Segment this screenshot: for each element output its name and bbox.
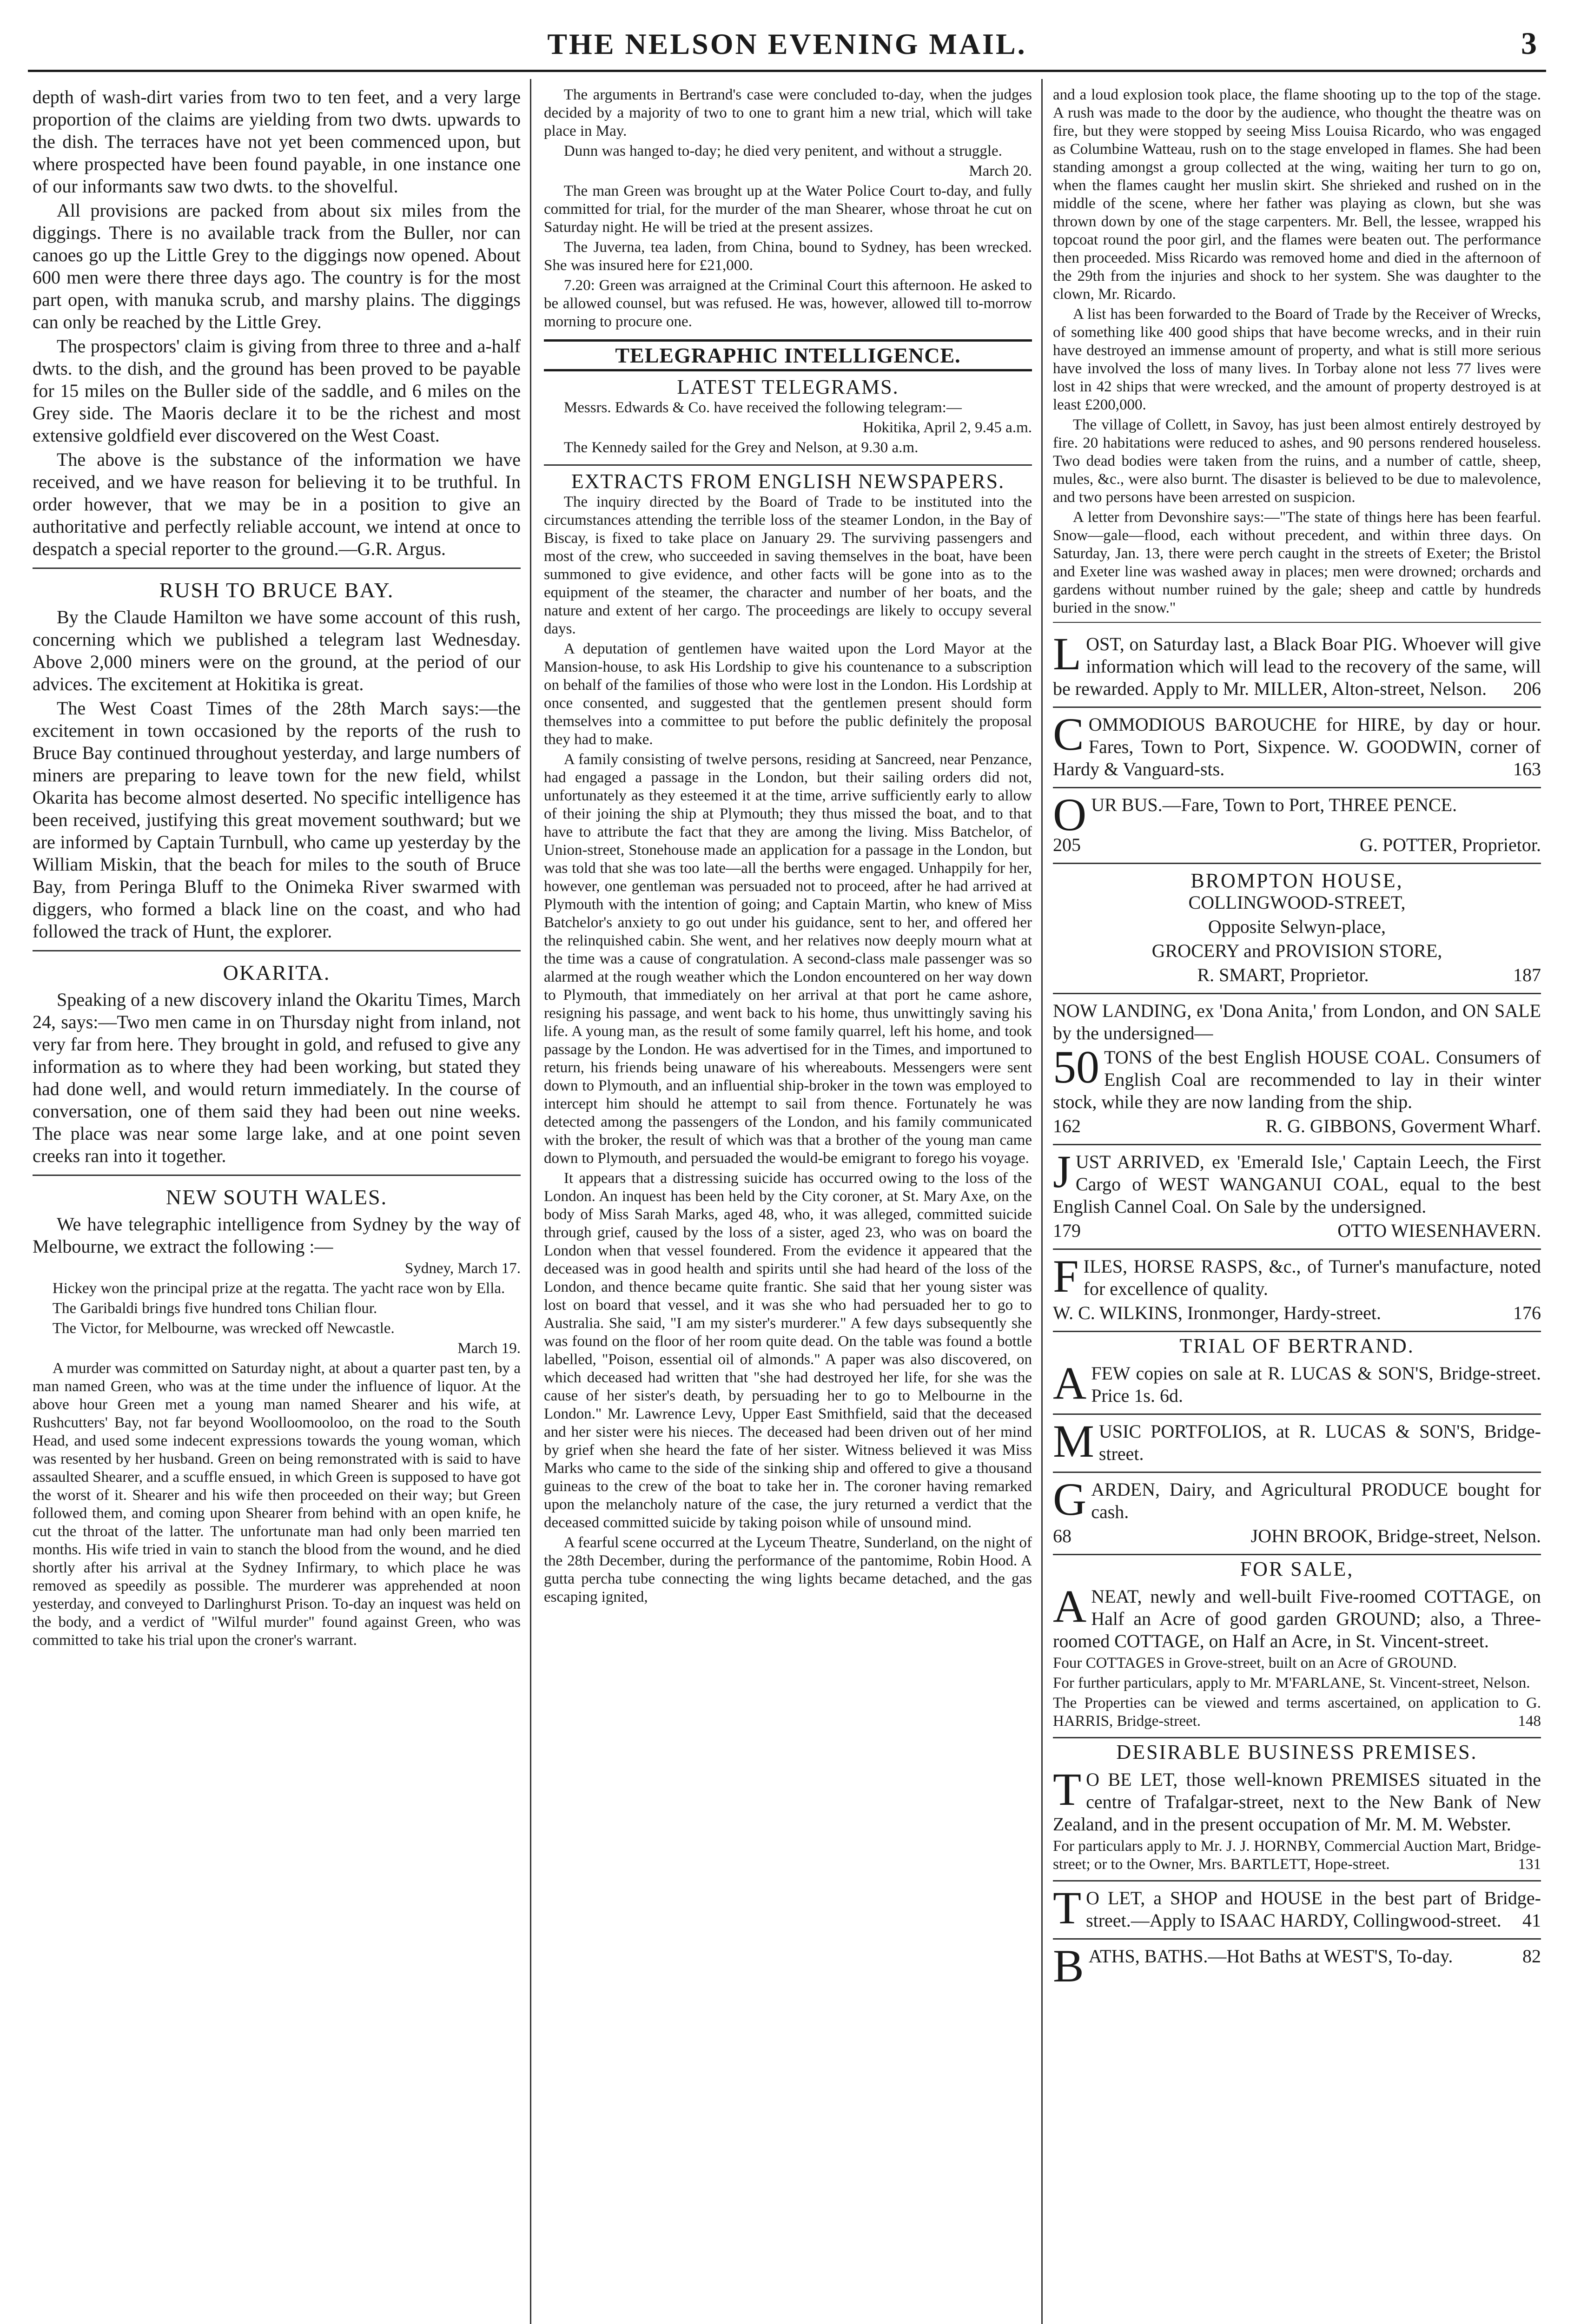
dateline: March 20. xyxy=(969,163,1032,179)
advertisement-baths xyxy=(1053,1940,1541,1990)
headline-trial-of-bertrand: TRIAL OF BERTRAND. xyxy=(1179,1334,1415,1357)
newspaper-title: THE NELSON EVENING MAIL. xyxy=(547,27,1027,60)
ad-text: ATHS, BATHS.—Hot Baths at WEST'S, To-day. xyxy=(1088,1946,1453,1967)
article-paragraph: Hickey won the principal prize at the regatta. The yacht race won by Ella. xyxy=(52,1280,505,1297)
ad-title: BROMPTON HOUSE, xyxy=(1190,869,1403,892)
ad-text: ARDEN, Dairy, and Agricultural PRODUCE bought for cash. xyxy=(1091,1479,1541,1522)
masthead xyxy=(28,19,1546,72)
divider xyxy=(33,950,521,951)
advertisement-cottages xyxy=(1053,1580,1541,1738)
advertisement-premises-to-let xyxy=(1053,1763,1541,1882)
article-paragraph: A deputation of gentlemen have waited upon the Lord Mayor at the Mansion-house, to ask His Lordship to give his countenance to a subscription on behalf of the families of those who were lost in the London. His Lordship at once consented, and suggested that the gentlemen present should form themselves into a committee to put before the public definitely the proposal they had to make. xyxy=(544,640,1032,748)
ad-line: Opposite Selwyn-place, xyxy=(1208,916,1386,937)
ad-text: OST, on Saturday last, a Black Boar PIG. Whoever will give information which will lead to the recovery of the same, will be rewarded. Apply to Mr. MILLER, Alton-street, Nelson. xyxy=(1053,634,1541,699)
ad-text: USIC PORTFOLIOS, at R. LUCAS & SON'S, Bridge-street. xyxy=(1098,1421,1541,1464)
article-paragraph: and a loud explosion took place, the flame shooting up to the top of the stage. A rush was made to the door by the audience, who thought the theatre was on fire, but they were stopped by seeing Miss Louisa Ricardo, who was engaged as Columbine Watteau, rush on to the stage enveloped in flames. She had been standing amongst a group collected at the wing, waiting her turn to go on, when the flames caught her muslin skirt. She shrieked and rushed on in the middle of the scene, where her father was playing as clown, but she was thrown down by one of the stage carpenters. Mr. Bell, the lessee, wrapped his topcoat round the poor girl, and the flames were beaten out. The performance then proceeded. Miss Ricardo was removed home and died in the afternoon of the 29th from the injuries and shock to her system. She was daughter to the clown, Mr. Ricardo. xyxy=(1053,86,1541,303)
ad-number: 41 xyxy=(1522,1910,1541,1931)
advertisement-brompton-house xyxy=(1053,864,1541,994)
headline-extracts-english-newspapers: EXTRACTS FROM ENGLISH NEWSPAPERS. xyxy=(571,470,1005,493)
ad-number: 176 xyxy=(1513,1302,1541,1323)
advertisement-bus xyxy=(1053,788,1541,864)
drop-cap: T xyxy=(1053,1763,1082,1815)
article-paragraph: The Victor, for Melbourne, was wrecked off Newcastle. xyxy=(52,1320,395,1337)
ad-number: 162 xyxy=(1053,1116,1081,1136)
ad-number: 131 xyxy=(1518,1856,1541,1873)
drop-cap: A xyxy=(1053,1357,1087,1409)
article-paragraph: depth of wash-dirt varies from two to ten feet, and a very large proportion of the claims are yielding from two dwts. upwards to the dish. The terraces have not yet been commenced upon, but where prospected have been found payable, in one instance one of our informants saw two dwts. to the shovelful. xyxy=(33,86,521,197)
article-paragraph: A family consisting of twelve persons, residing at Sancreed, near Penzance, had engaged a passage in the London, but their sailing orders did not, unfortunately as they esteemed it at the time, arrive sufficiently early to allow of their joining the ship at Plymouth; they thus missed the boat, and to that have to attribute the fact that they are among the living. Miss Batchelor, of Union-street, Stonehouse made an application for a passage in the London, but was told that she was too late—all the berths were engaged. Unhappily for her, however, one gentleman was persuaded not to proceed, after he had arrived at Plymouth with the intention of going; and Captain Martin, who knew of Miss Batchelor's anxiety to go out under his guidance, sent to her, and offered her the relinquished cabin. She went, and her relatives now deeply mourn what at the time was a cause of congratulation. A second-class male passenger was so alarmed at the rough weather which the London encountered on her way down to Plymouth, that immediately on her arrival at that port he came ashore, resigning his passage, and went back to his home, thus unwittingly saving his life. A young man, as the result of some family quarrel, left his home, and took passage by the London. He was advertised for in the Times, and importuned to return, his friends being unaware of his whereabouts. Messengers were sent down to Plymouth, and an influential ship-broker in the town was employed to intercept him should he attempt to sail from thence. Fortunately he was detected among the passengers of the London, and his family communicated with the broker, the result of which was that a brother of the young man came down to Plymouth, and persuaded the would-be emigrant to forego his voyage. xyxy=(544,751,1032,1167)
article-paragraph: The village of Collett, in Savoy, has just been almost entirely destroyed by fire. 20 habitations were reduced to ashes, and 90 persons rendered houseless. Two dead bodies were taken from the ruins, and a number of cattle, sheep, mules, &c., were also burnt. The disaster is believed to be due to malevolence, and two persons have been arrested on suspicion. xyxy=(1053,416,1541,506)
column-2 xyxy=(544,86,1032,2324)
ad-line: COLLINGWOOD-STREET, xyxy=(1188,892,1406,913)
ad-number: 205 xyxy=(1053,834,1081,855)
ad-text: O BE LET, those well-known PREMISES situated in the centre of Trafalgar-street, next to the New Bank of New Zealand, and in the present occupation of Mr. M. M. Webster. xyxy=(1053,1769,1541,1835)
advertisement-music-portfolios xyxy=(1053,1415,1541,1473)
article-paragraph: All provisions are packed from about six miles from the diggings. There is no available track from the Buller, nor can canoes go up the Little Grey to the diggings now opened. About 600 men were there three days ago. The country is for the most part open, with manuka scrub, and marshy plains. The diggings can only be reached by the Little Grey. xyxy=(33,200,521,332)
drop-cap: O xyxy=(1053,789,1087,840)
drop-cap: J xyxy=(1053,1146,1071,1197)
drop-cap: F xyxy=(1053,1250,1079,1302)
article-paragraph: Speaking of a new discovery inland the Okaritu Times, March 24, says:—Two men came in on Thursday night from inland, not very far from here. They brought in gold, and refused to give any information as to where they had been working, but stated they had done well, and would return immediately. In the course of conversation, one of them said they had been out nine weeks. The place was near some large lake, and at one point seven creeks ran into it together. xyxy=(33,989,521,1166)
drop-cap: 50 xyxy=(1053,1041,1099,1093)
ad-text: NEAT, newly and well-built Five-roomed COTTAGE, on Half an Acre of good garden GROUND; also, a Three-roomed COTTAGE, on Half an Acre, in St. Vincent-street. xyxy=(1053,1586,1541,1651)
article-paragraph: The Garibaldi brings five hundred tons Chilian flour. xyxy=(52,1300,377,1317)
drop-cap: A xyxy=(1053,1580,1087,1632)
article-paragraph: A list has been forwarded to the Board of Trade by the Receiver of Wrecks, of something like 400 good ships that have become wrecks, and in their ruin have destroyed an immense amount of property, and what is still more serious have involved the loss of many lives. In Torbay alone not less 77 lives were lost in 42 ships that were wrecked, and the amount of property destroyed is at least £200,000. xyxy=(1053,306,1541,413)
article-paragraph: The Kennedy sailed for the Grey and Nelson, at 9.30 a.m. xyxy=(563,439,919,456)
article-paragraph: A murder was committed on Saturday night, at about a quarter past ten, by a man named Green, who was at the time under the influence of liquor. At the above hour Green met a young man named Shearer and his wife, at Rushcutters' Bay, not far beyond Woolloomooloo, on the road to the South Head, and used some indecent expressions towards the young woman, which was resented by her husband. Green on being remonstrated with is said to have assaulted Shearer, and a scuffle ensued, in which Green is supposed to have got the worst of it. Shearer and his wife then proceeded on their way; but Green followed them, and coming upon Shearer from behind with an open knife, he cut the throat of the latter. The unfortunate man had only been married ten months. His wife tried in vain to stanch the blood from the wound, and he died shortly after his arrival at the Sydney Infirmary, to which place he was removed as speedily as possible. The murderer was apprehended at noon yesterday, and conveyed to Darlinghurst Prison. To-day an inquest was held on the body, and a verdict of "Wilful murder" found against Green, who was committed to take his trial upon the croner's warrant. xyxy=(33,1360,521,1649)
divider xyxy=(1053,622,1541,623)
headline-okarita: OKARITA. xyxy=(223,961,331,984)
article-paragraph: We have telegraphic intelligence from Sydney by the way of Melbourne, we extract the following :— xyxy=(33,1214,521,1257)
article-paragraph: The arguments in Bertrand's case were concluded to-day, when the judges decided by a majority of two to one to grant him a new trial, which will take place in May. xyxy=(544,86,1032,139)
dateline: Sydney, March 17. xyxy=(405,1260,521,1277)
headline-new-south-wales: NEW SOUTH WALES. xyxy=(165,1185,388,1209)
ad-text: ILES, HORSE RASPS, &c., of Turner's manufacture, noted for excellence of quality. xyxy=(1083,1256,1541,1299)
ad-text: UST ARRIVED, ex 'Emerald Isle,' Captain Leech, the First Cargo of WEST WANGANUI COAL, equal to the best English Cannel Coal. On Sale by the undersigned. xyxy=(1053,1151,1541,1217)
ad-number: 148 xyxy=(1518,1713,1541,1730)
ad-signature: OTTO WIESENHAVERN. xyxy=(1337,1220,1541,1241)
ad-number: 163 xyxy=(1513,759,1541,779)
ad-number: 187 xyxy=(1513,964,1541,985)
drop-cap: C xyxy=(1053,708,1084,760)
ad-number: 179 xyxy=(1053,1220,1081,1241)
article-paragraph: A letter from Devonshire says:—"The state of things here has been fearful. Snow—gale—flood, each without precedent, and within three days. On Saturday, Jan. 13, there were perch caught in the streets of Exeter; the Bristol and Exeter line was washed away in places; men were drowned; orchards and gardens without number ruined by the gale; sheep and cattle by hundreds buried in the snow." xyxy=(1053,509,1541,616)
ad-number: 82 xyxy=(1522,1946,1541,1967)
drop-cap: L xyxy=(1053,628,1082,680)
advertisement-bertrand-copies xyxy=(1053,1357,1541,1415)
divider xyxy=(544,464,1032,466)
column-rule xyxy=(530,79,531,2324)
drop-cap: G xyxy=(1053,1473,1087,1525)
advertisement-garden-produce xyxy=(1053,1473,1541,1555)
ad-line: For further particulars, apply to Mr. M'FARLANE, St. Vincent-street, Nelson. xyxy=(1053,1675,1530,1691)
ad-text: OMMODIOUS BAROUCHE for HIRE, by day or hour. Fares, Town to Port, Sixpence. W. GOODWIN, corner of Hardy & Vanguard-sts. xyxy=(1053,714,1541,779)
dateline: March 19. xyxy=(457,1340,521,1357)
column-1 xyxy=(33,86,521,2324)
advertisement-barouche xyxy=(1053,708,1541,788)
drop-cap: T xyxy=(1053,1882,1082,1934)
article-paragraph: 7.20: Green was arraigned at the Criminal Court this afternoon. He asked to be allowed counsel, but was refused. He was, however, allowed till to-morrow morning to procure one. xyxy=(544,277,1032,330)
article-paragraph: The Juverna, tea laden, from China, bound to Sydney, has been wrecked. She was insured here for £21,000. xyxy=(544,239,1032,274)
ad-line: NOW LANDING, ex 'Dona Anita,' from London, and ON SALE by the undersigned— xyxy=(1053,1000,1541,1043)
headline-for-sale: FOR SALE, xyxy=(1240,1558,1354,1580)
headline-telegraphic-intelligence: TELEGRAPHIC INTELLIGENCE. xyxy=(544,339,1032,371)
article-paragraph: The above is the substance of the information we have received, and we have reason for believing it to be truthful. In order however, that we may be in a position to give an authoritative and perfectly reliable account, we intend at once to despatch a special reporter to the ground.—G.R. Argus. xyxy=(33,449,521,559)
ad-line: Four COTTAGES in Grove-street, built on an Acre of GROUND. xyxy=(1053,1655,1457,1671)
ad-signature: JOHN BROOK, Bridge-street, Nelson. xyxy=(1250,1525,1541,1546)
advertisement-files xyxy=(1053,1250,1541,1332)
column-rule xyxy=(1041,79,1043,2324)
article-paragraph: The West Coast Times of the 28th March says:—the excitement in town occasioned by the reports of the rush to Bruce Bay continued throughout yesterday, and large numbers of miners are preparing to leave town for the new field, whilst Okarita has become almost deserted. No specific intelligence has been received, justifying this great movement southward; but we are informed by Captain Turnbull, who came up yesterday by the William Miskin, that the beach for miles to the south of Bruce Bay, from Peringa Bluff to the Onimeka River swarmed with diggers, who formed a black line on the coast, and who had followed the track of Hunt, the explorer. xyxy=(33,698,521,942)
advertisement-west-wanganui-coal xyxy=(1053,1145,1541,1250)
article-paragraph: Dunn was hanged to-day; he died very penitent, and without a struggle. xyxy=(563,143,1002,159)
drop-cap: B xyxy=(1053,1940,1084,1992)
advertisement-house-coal xyxy=(1053,994,1541,1145)
ad-text: UR BUS.—Fare, Town to Port, THREE PENCE. xyxy=(1091,794,1457,815)
dateline: Hokitika, April 2, 9.45 a.m. xyxy=(863,419,1032,436)
advertisement-shop-to-let xyxy=(1053,1882,1541,1940)
ad-text: TONS of the best English HOUSE COAL. Consumers of English Coal are recommended to lay in their winter stock, while they are now landing from the ship. xyxy=(1053,1047,1541,1112)
ad-number: 206 xyxy=(1513,678,1541,699)
headline-latest-telegrams: LATEST TELEGRAMS. xyxy=(677,376,899,398)
ad-signature: G. POTTER, Proprietor. xyxy=(1360,834,1541,855)
ad-text: O LET, a SHOP and HOUSE in the best part of Bridge-street.—Apply to ISAAC HARDY, Collingwood-street. xyxy=(1086,1888,1541,1931)
ad-number: 68 xyxy=(1053,1525,1071,1546)
ad-line: GROCERY and PROVISION STORE, xyxy=(1151,940,1442,961)
headline-rush-to-bruce-bay: RUSH TO BRUCE BAY. xyxy=(159,578,394,602)
ad-signature: R. SMART, Proprietor. xyxy=(1197,964,1369,985)
article-paragraph: A fearful scene occurred at the Lyceum Theatre, Sunderland, on the night of the 28th December, during the performance of the pantomime, Robin Hood. A gutta percha tube connecting the wing lights became detached, and the gas escaping ignited, xyxy=(544,1534,1032,1605)
article-paragraph: The man Green was brought up at the Water Police Court to-day, and fully committed for trial, for the murder of the man Shearer, whose throat he cut on Saturday night. He will be tried at the present assizes. xyxy=(544,183,1032,236)
headline-business-premises: DESIRABLE BUSINESS PREMISES. xyxy=(1116,1741,1478,1763)
article-paragraph: Messrs. Edwards & Co. have received the following telegram:— xyxy=(563,399,962,416)
article-paragraph: The prospectors' claim is giving from three to three and a-half dwts. to the dish, and the ground has been proved to be payable for 15 miles on the Buller side of the saddle, and 6 miles on the Grey side. The Maoris declare it to be the richest and most extensive goldfield ever discovered on the West Coast. xyxy=(33,336,521,446)
article-paragraph: By the Claude Hamilton we have some account of this rush, concerning which we published a telegram last Wednesday. Above 2,000 miners were on the ground, at the period of our advices. The excitement at Hokitika is great. xyxy=(33,607,521,694)
ad-text: FEW copies on sale at R. LUCAS & SON'S, Bridge-street. Price 1s. 6d. xyxy=(1091,1363,1541,1406)
ad-line: The Properties can be viewed and terms ascertained, on application to G. HARRIS, Bridge-street. xyxy=(1053,1695,1541,1730)
article-paragraph: It appears that a distressing suicide has occurred owing to the loss of the London. An inquest has been held by the City coroner, at St. Mary Axe, on the body of Miss Sarah Marks, aged 48, who, it was alleged, committed suicide through grief, caused by the loss of a sister, aged 23, who was on board the London when that vessel foundered. From the evidence it appeared that the deceased was in good health and spirits until she had heard of the loss of the London, and thence became quite frantic. She said that her young sister was lost on board that vessel, and it was she who had persuaded her to go to Australia. She said, "I am my sister's murderer." A few days subsequently she was found on the floor of her room quite dead. On the table was found a bottle labelled, "Poison, essential oil of almonds." A paper was also discovered, on which deceased had written that "she had destroyed her life, for she was the cause of her sister's death, by persuading her to go to Melbourne in the London." Mr. Lawrence Levy, Upper East Smithfield, said that the deceased and her sister were his nieces. The deceased had been driven out of her mind by grief when she heard the fate of her sister. Witness believed it was Miss Marks who came to the side of the sinking ship and offered to give a thousand guineas to the crew of the boat to take her in. The coroner having remarked upon the melancholy nature of the case, the jury returned a verdict that the deceased committed suicide by taking poison while of unsound mind. xyxy=(544,1170,1032,1531)
ad-signature: W. C. WILKINS, Ironmonger, Hardy-street. xyxy=(1053,1302,1382,1323)
drop-cap: M xyxy=(1053,1415,1094,1467)
ad-signature: R. G. GIBBONS, Goverment Wharf. xyxy=(1265,1116,1541,1136)
divider xyxy=(33,1175,521,1176)
article-paragraph: The inquiry directed by the Board of Trade to be instituted into the circumstances attending the terrible loss of the steamer London, in the Bay of Biscay, is fixed to take place on January 29. The surviving passengers and most of the crew, who succeeded in saving themselves in the boat, have been summoned to give evidence, and other facts will be gone into as to the equipment of the steamer, the character and number of her boats, and the nature and extent of her cargo. The proceedings are likely to occupy several days. xyxy=(544,494,1032,637)
page-number: 3 xyxy=(1521,26,1537,61)
column-3 xyxy=(1053,86,1541,2324)
divider xyxy=(33,568,521,569)
advertisement-lost-pig xyxy=(1053,627,1541,708)
ad-line: For particulars apply to Mr. J. J. HORNBY, Commercial Auction Mart, Bridge-street; or to the Owner, Mrs. BARTLETT, Hope-street. xyxy=(1053,1838,1541,1873)
